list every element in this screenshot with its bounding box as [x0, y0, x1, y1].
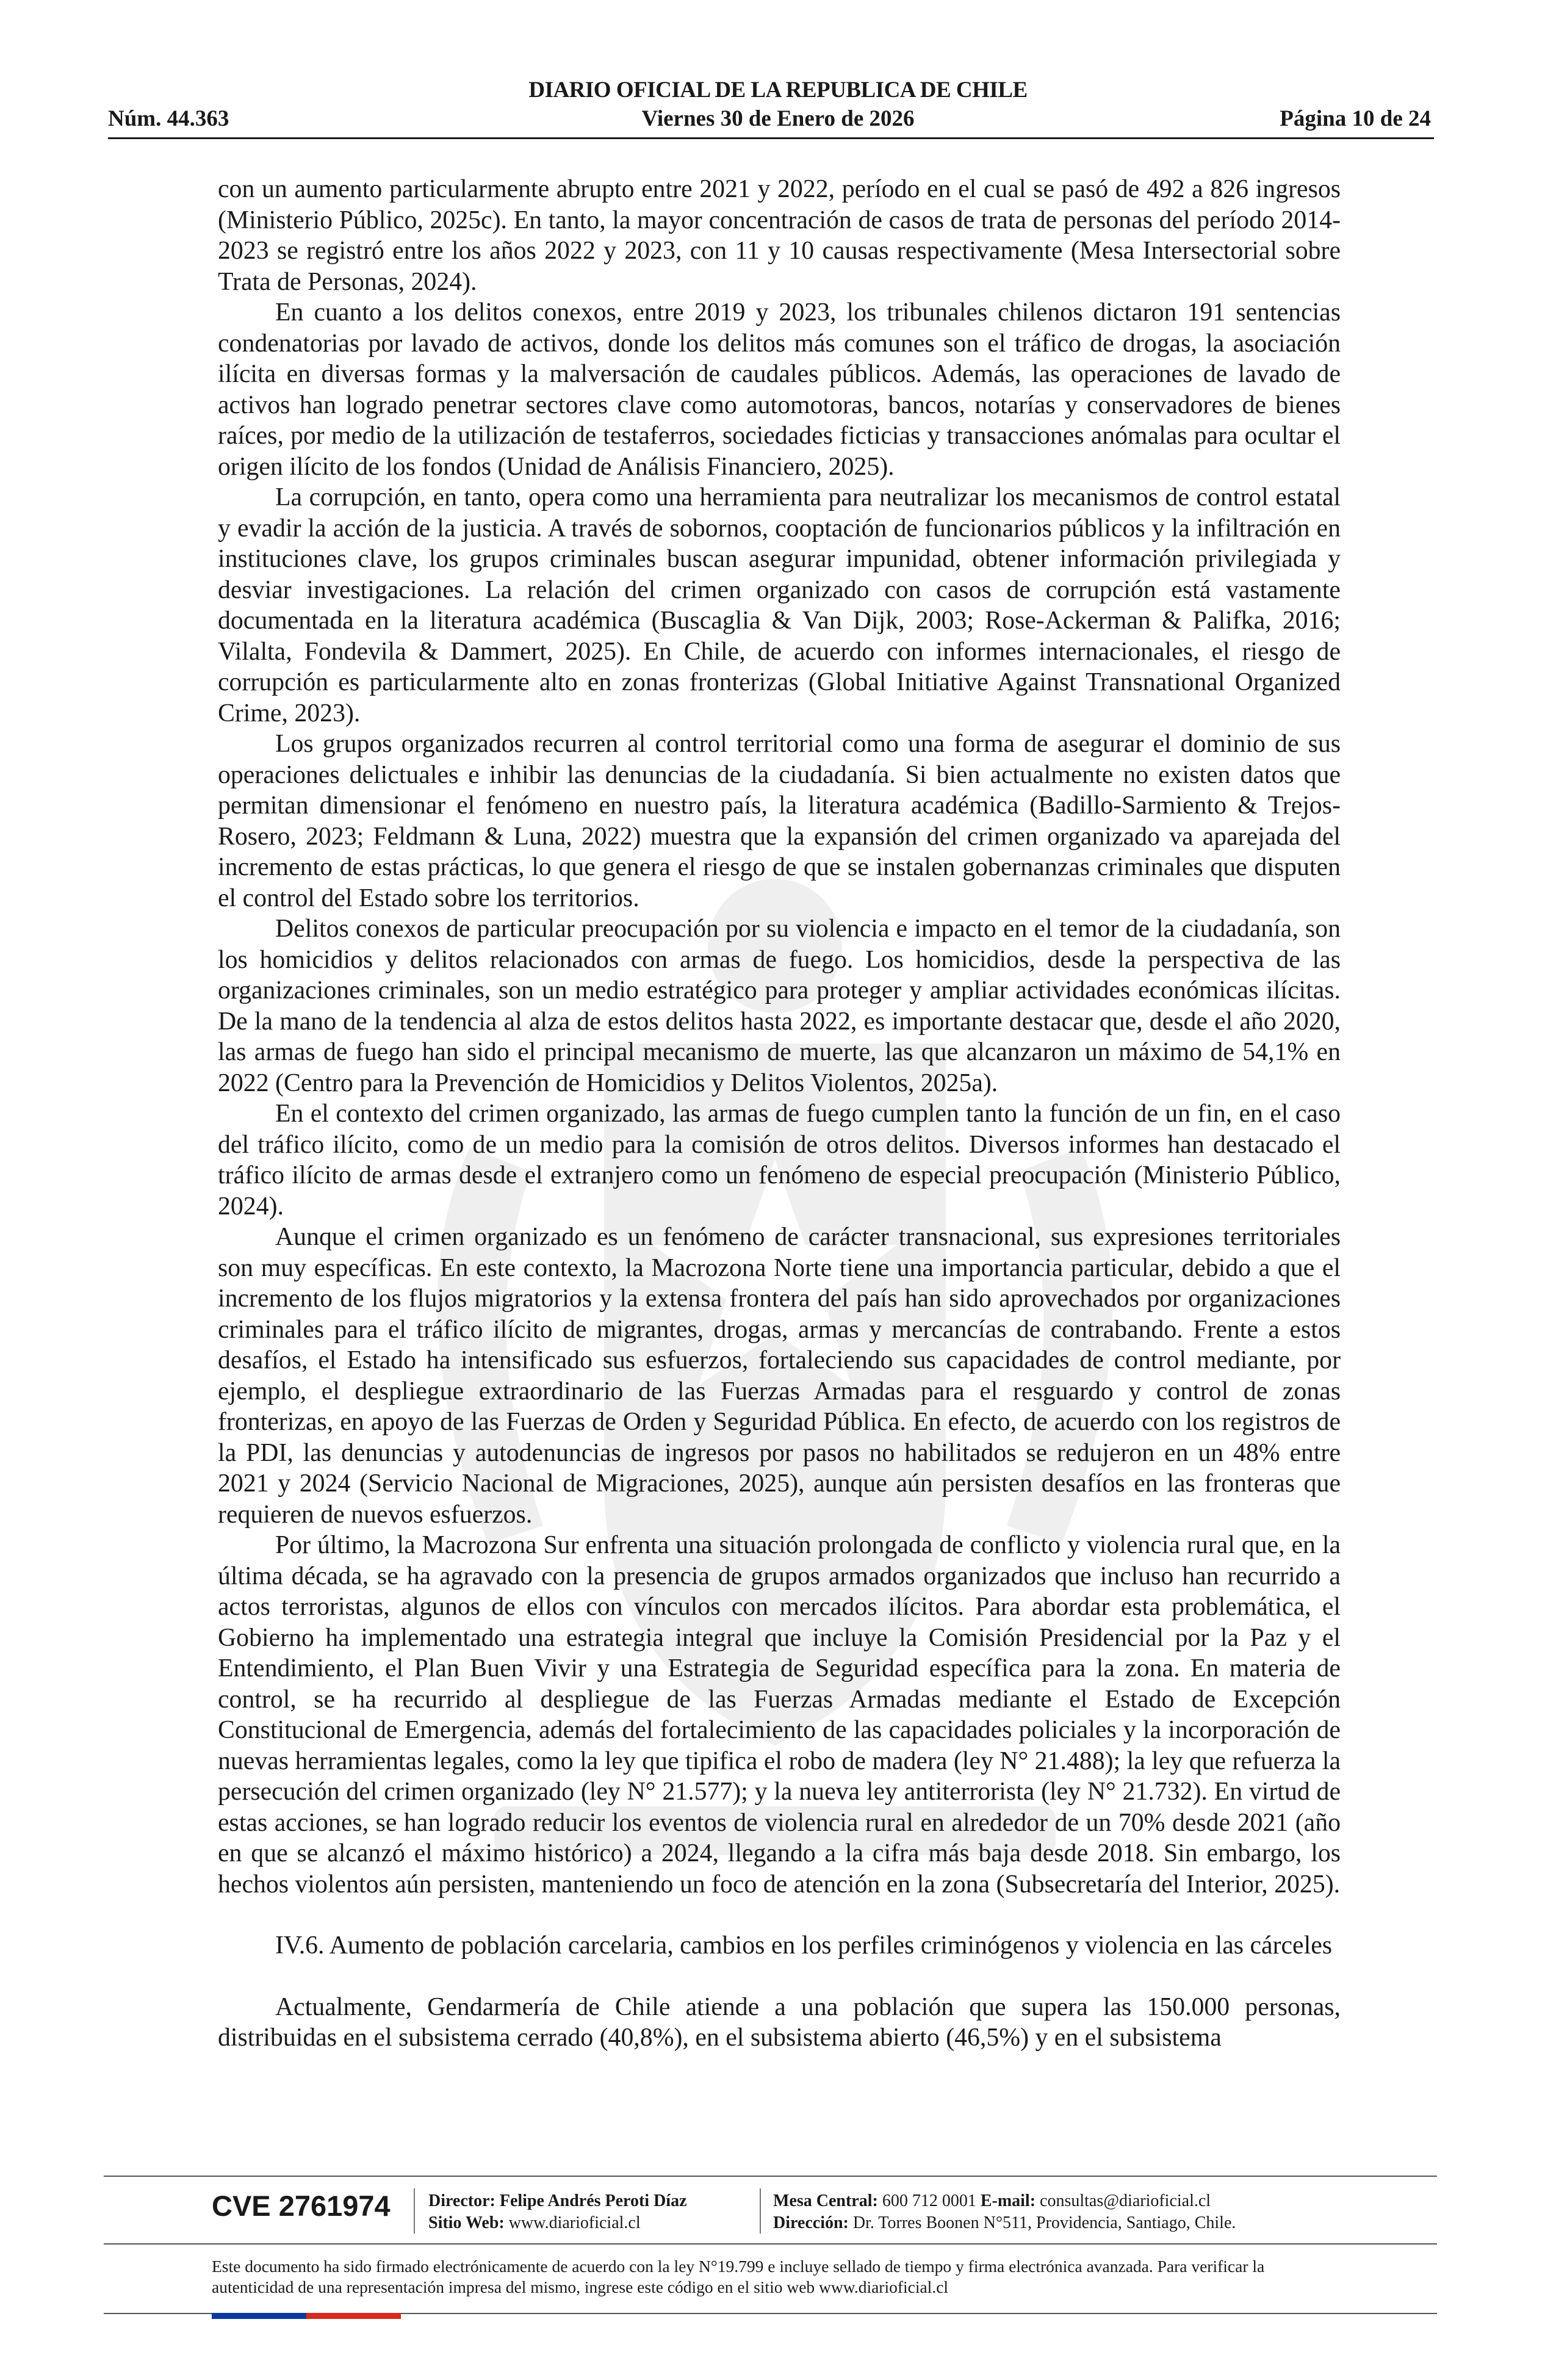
- issue-number: Núm. 44.363: [108, 106, 229, 131]
- footer-divider-top: [104, 2176, 1437, 2177]
- header-divider: [108, 137, 1434, 139]
- email-label: E-mail:: [980, 2191, 1036, 2210]
- footer-separator: [414, 2188, 415, 2234]
- publication-title: DIARIO OFICIAL DE LA REPUBLICA DE CHILE: [528, 78, 1028, 103]
- phone-label: Mesa Central:: [773, 2191, 878, 2210]
- paragraph: Por último, la Macrozona Sur enfrenta una situación prolongada de conflicto y violencia rural que, en la última década, se ha agravado con la presencia de grupos armados organizados que incluso han recurrido a actos terroristas, algunos de ellos con vínculos con mercados ilícitos. Para abordar esta problemática, el Gobierno ha implementado una estrategia integral que incluye la Comisión Presidencial por la Paz y el Entendimiento, el Plan Buen Vivir y una Estrategia de Seguridad específica para la zona. En materia de control, se ha recurrido al despliegue de las Fuerzas Armadas mediante el Estado de Excepción Constitucional de Emergencia, además del fortalecimiento de las capacidades policiales y la incorporación de nuevas herramientas legales, como la ley que tipifica el robo de madera (ley N° 21.488); la ley que refuerza la persecución del crimen organizado (ley N° 21.577); y la nueva ley antiterrorista (ley N° 21.732). En virtud de estas acciones, se han logrado reducir los eventos de violencia rural en alrededor de un 70% desde 2021 (año en que se alcanzó el máximo histórico) a 2024, llegando a la cifra más baja desde 2018. Sin embargo, los hechos violentos aún persisten, manteniendo un foco de atención en la zona (Subsecretaría del Interior, 2025).: [218, 1531, 1341, 1899]
- address-text: Dr. Torres Boonen N°511, Providencia, Santiago, Chile.: [852, 2213, 1236, 2232]
- footer-contact-block: [773, 2190, 1236, 2234]
- footer-director-block: [428, 2190, 687, 2234]
- section-heading: IV.6. Aumento de población carcelaria, cambios en los perfiles criminógenos y violencia en las cárceles: [275, 1931, 1333, 1960]
- flag-stripe: [212, 2313, 401, 2319]
- article-body: [218, 174, 1341, 2054]
- paragraph: con un aumento particularmente abrupto entre 2021 y 2022, período en el cual se pasó de 492 a 826 ingresos (Ministerio Público, 2025c). En tanto, la mayor concentración de casos de trata de personas del período 2014-2023 se registró entre los años 2022 y 2023, con 11 y 10 causas respectivamente (Mesa Intersectorial sobre Trata de Personas, 2024).: [218, 175, 1341, 296]
- signature-notice: Este documento ha sido firmado electrónicamente de acuerdo con la ley N°19.799 e incluye sellado de tiempo y firma electrónica avanzada. Para verificar la autenticidad de una representación impresa del mismo, ingrese este código en el sitio web www.diarioficial.cl: [212, 2257, 1265, 2296]
- issue-date: Viernes 30 de Enero de 2026: [641, 106, 915, 131]
- page-indicator: Página 10 de 24: [1280, 106, 1431, 131]
- director-name: Felipe Andrés Peroti Díaz: [499, 2191, 687, 2210]
- paragraph: Los grupos organizados recurren al control territorial como una forma de asegurar el dominio de sus operaciones delictuales e inhibir las denuncias de la ciudadanía. Si bien actualmente no existen datos que permitan dimensionar el fenómeno en nuestro país, la literatura académica (Badillo-Sarmiento & Trejos-Rosero, 2023; Feldmann & Luna, 2022) muestra que la expansión del crimen organizado va aparejada del incremento de estas prácticas, lo que genera el riesgo de que se instalen gobernanzas criminales que disputen el control del Estado sobre los territorios.: [218, 730, 1341, 912]
- email-link[interactable]: consultas@diarioficial.cl: [1040, 2191, 1211, 2210]
- director-label: Director:: [428, 2191, 495, 2210]
- paragraph: Delitos conexos de particular preocupación por su violencia e impacto en el temor de la ciudadanía, son los homicidios y delitos relacionados con armas de fuego. Los homicidios, desde la perspectiva de las organizaciones criminales, son un medio estratégico para proteger y ampliar actividades económicas ilícitas. De la mano de la tendencia al alza de estos delitos hasta 2022, es importante destacar que, desde el año 2020, las armas de fuego han sido el principal mecanismo de muerte, las que alcanzaron un máximo de 54,1% en 2022 (Centro para la Prevención de Homicidios y Delitos Violentos, 2025a).: [218, 915, 1341, 1097]
- paragraph: Aunque el crimen organizado es un fenómeno de carácter transnacional, sus expresiones territoriales son muy específicas. En este contexto, la Macrozona Norte tiene una importancia particular, debido a que el incremento de los flujos migratorios y la extensa frontera del país han sido aprovechados por organizaciones criminales para el tráfico ilícito de migrantes, drogas, armas y mercancías de contrabando. Frente a estos desafíos, el Estado ha intensificado sus esfuerzos, fortaleciendo sus capacidades de control mediante, por ejemplo, el despliegue extraordinario de las Fuerzas Armadas para el resguardo y control de zonas fronterizas, en apoyo de las Fuerzas de Orden y Seguridad Pública. En efecto, de acuerdo con los registros de la PDI, las denuncias y autodenuncias de ingresos por pasos no habilitados se redujeron en un 48% entre 2021 y 2024 (Servicio Nacional de Migraciones, 2025), aunque aún persisten desafíos en las fronteras que requieren de nuevos esfuerzos.: [218, 1223, 1341, 1529]
- paragraph: Actualmente, Gendarmería de Chile atiende a una población que supera las 150.000 personas, distribuidas en el subsistema cerrado (40,8%), en el subsistema abierto (46,5%) y en el subsistema: [218, 1992, 1341, 2052]
- footer-divider-middle: [104, 2243, 1437, 2245]
- cve-code: CVE 2761974: [212, 2190, 391, 2222]
- flag-blue-stripe: [212, 2313, 306, 2319]
- paragraph: En cuanto a los delitos conexos, entre 2019 y 2023, los tribunales chilenos dictaron 191 sentencias condenatorias por lavado de activos, donde los delitos más comunes son el tráfico de drogas, la asociación ilícita en diversas formas y la malversación de caudales públicos. Además, las operaciones de lavado de activos han logrado penetrar sectores clave como automotoras, bancos, notarías y conservadores de bienes raíces, por medio de la utilización de testaferros, sociedades ficticias y transacciones anómalas para ocultar el origen ilícito de los fondos (Unidad de Análisis Financiero, 2025).: [218, 298, 1341, 481]
- website-label: Sitio Web:: [428, 2213, 505, 2232]
- footer-separator: [760, 2188, 761, 2234]
- phone-number: 600 712 0001: [882, 2191, 976, 2210]
- address-label: Dirección:: [773, 2213, 849, 2232]
- flag-red-stripe: [306, 2313, 401, 2319]
- website-link[interactable]: www.diarioficial.cl: [508, 2213, 641, 2232]
- paragraph: La corrupción, en tanto, opera como una herramienta para neutralizar los mecanismos de control estatal y evadir la acción de la justicia. A través de sobornos, cooptación de funcionarios públicos y la infiltración en instituciones clave, los grupos criminales buscan asegurar impunidad, obtener información privilegiada y desviar investigaciones. La relación del crimen organizado con casos de corrupción está vastamente documentada en la literatura académica (Buscaglia & Van Dijk, 2003; Rose-Ackerman & Palifka, 2016; Vilalta, Fondevila & Dammert, 2025). En Chile, de acuerdo con informes internacionales, el riesgo de corrupción es particularmente alto en zonas fronterizas (Global Initiative Against Transnational Organized Crime, 2023).: [218, 483, 1341, 727]
- paragraph: En el contexto del crimen organizado, las armas de fuego cumplen tanto la función de un fin, en el caso del tráfico ilícito, como de un medio para la comisión de otros delitos. Diversos informes han destacado el tráfico ilícito de armas desde el extranjero como un fenómeno de especial preocupación (Ministerio Público, 2024).: [218, 1100, 1341, 1221]
